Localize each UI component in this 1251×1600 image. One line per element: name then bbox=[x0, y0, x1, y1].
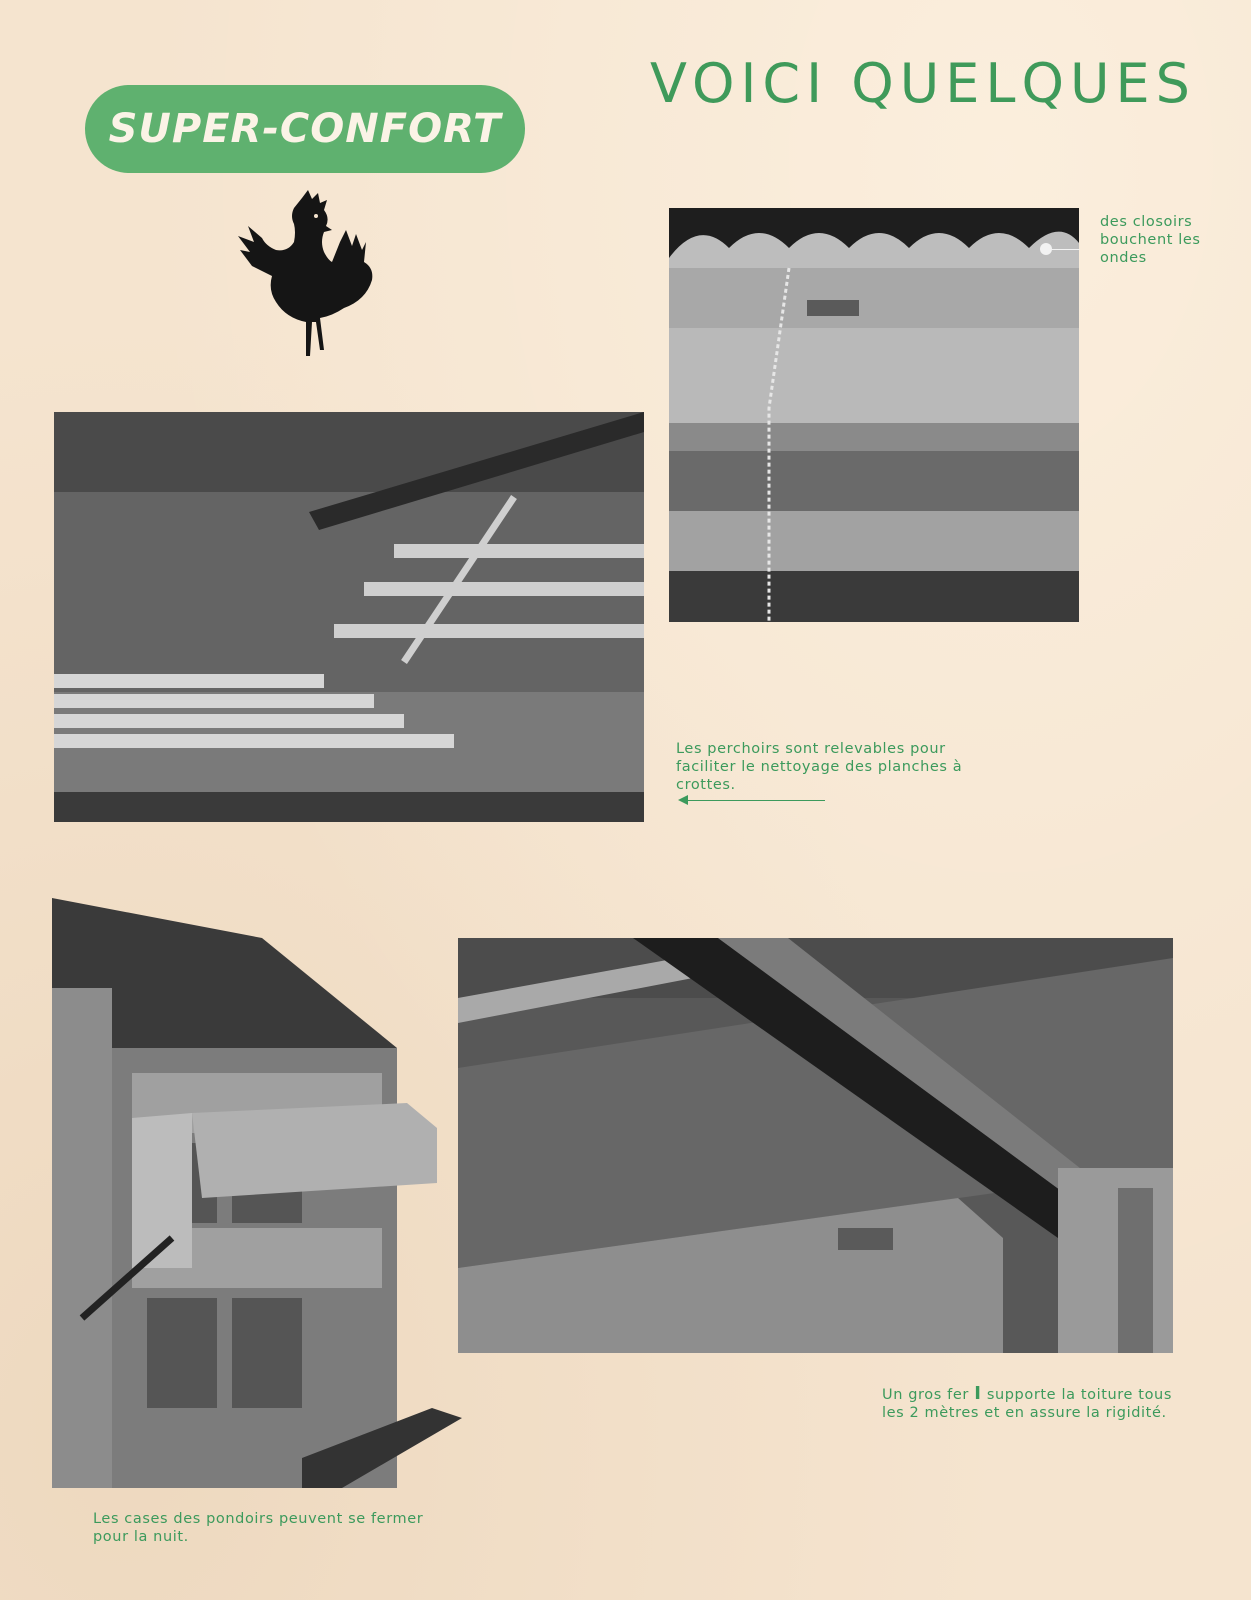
page-title: VOICI QUELQUES bbox=[650, 52, 1196, 115]
i-beam-icon: I bbox=[974, 1383, 982, 1404]
caption-fer-start: Un gros fer bbox=[882, 1387, 969, 1403]
photo-roof-closoirs bbox=[669, 208, 1079, 622]
caption-closoirs: des closoirs bouchent les ondes bbox=[1100, 214, 1201, 266]
photo-pondoirs bbox=[52, 898, 467, 1488]
caption-pondoirs: Les cases des pondoirs peuvent se fermer pour la nuit. bbox=[93, 1511, 424, 1545]
caption-fer bbox=[882, 1385, 1172, 1422]
callout-line bbox=[1050, 249, 1080, 250]
rooster-icon bbox=[232, 190, 382, 370]
super-confort-badge bbox=[85, 85, 525, 173]
arrow-line bbox=[680, 800, 825, 802]
caption-fer-rest: supporte la toiture tous les 2 mètres et en assure la rigidité. bbox=[882, 1387, 1172, 1421]
caption-perchoirs: Les perchoirs sont relevables pour faciliter le nettoyage des planches à crottes. bbox=[676, 741, 963, 793]
photo-fer-i bbox=[458, 938, 1173, 1353]
badge-label: SUPER-CONFORT bbox=[108, 106, 502, 152]
photo-perchoirs bbox=[54, 412, 644, 822]
